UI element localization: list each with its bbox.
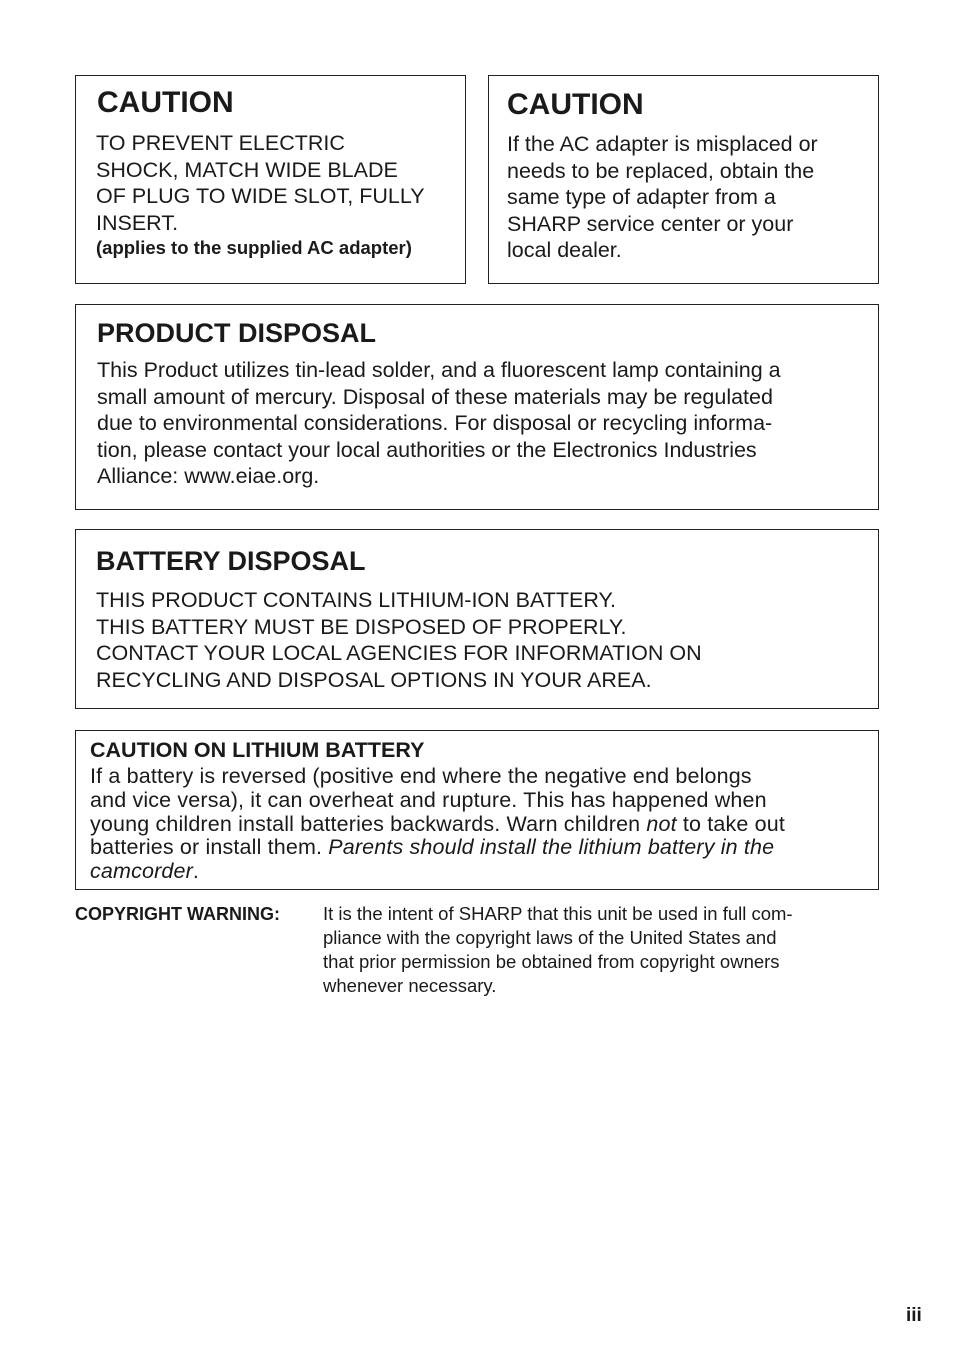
caution-plug-heading: CAUTION: [97, 86, 234, 119]
product-disposal-heading: PRODUCT DISPOSAL: [97, 318, 377, 348]
lithium-caution-emphasis: camcorder: [90, 859, 193, 884]
caution-plug-line: SHOCK, MATCH WIDE BLADE: [96, 157, 398, 182]
copyright-line: It is the intent of SHARP that this unit be used in full com-: [323, 903, 793, 924]
caution-adapter-line: same type of adapter from a: [507, 185, 776, 209]
lithium-caution-heading: CAUTION ON LITHIUM BATTERY: [90, 738, 425, 762]
caution-adapter-line: local dealer.: [507, 238, 622, 262]
battery-disposal-box: [75, 529, 879, 709]
caution-adapter-heading: CAUTION: [507, 88, 644, 121]
battery-disposal-line: RECYCLING AND DISPOSAL OPTIONS IN YOUR AREA.: [96, 667, 652, 692]
lithium-caution-line: [90, 836, 785, 860]
product-disposal-line: small amount of mercury. Disposal of these materials may be regulated: [97, 384, 773, 409]
caution-plug-body: [96, 130, 425, 260]
battery-disposal-line: CONTACT YOUR LOCAL AGENCIES FOR INFORMATION ON: [96, 641, 702, 665]
copyright-line: that prior permission be obtained from copyright owners: [323, 951, 780, 972]
product-disposal-body: [97, 357, 781, 490]
copyright-warning-label: COPYRIGHT WARNING:: [75, 904, 280, 924]
caution-adapter-line: needs to be replaced, obtain the: [507, 158, 815, 183]
caution-plug-line: TO PREVENT ELECTRIC: [96, 131, 345, 155]
caution-plug-note: (applies to the supplied AC adapter): [96, 237, 412, 258]
copyright-line: whenever necessary.: [323, 975, 497, 996]
battery-disposal-heading: BATTERY DISPOSAL: [96, 546, 366, 576]
caution-plug-box: [75, 75, 466, 284]
caution-plug-line: OF PLUG TO WIDE SLOT, FULLY: [96, 184, 425, 208]
lithium-caution-line: and vice versa), it can overheat and rupture. This has happened when: [90, 787, 767, 812]
caution-adapter-line: If the AC adapter is misplaced or: [507, 132, 818, 156]
caution-plug-line: INSERT.: [96, 210, 179, 235]
lithium-caution-text: batteries or install them.: [90, 835, 329, 860]
lithium-caution-line: [90, 860, 785, 884]
caution-adapter-line: SHARP service center or your: [507, 211, 794, 236]
product-disposal-line: tion, please contact your local authorities or the Electronics Industries: [97, 437, 757, 462]
lithium-caution-line: If a battery is reversed (positive end where the negative end belongs: [90, 764, 752, 788]
lithium-caution-text: .: [192, 859, 200, 884]
product-disposal-box: [75, 304, 879, 510]
product-disposal-line: due to environmental considerations. For disposal or recycling informa-: [97, 411, 773, 435]
caution-adapter-box: [488, 75, 879, 284]
lithium-caution-body: [90, 765, 785, 884]
lithium-caution-line: [90, 813, 785, 837]
copyright-warning-text: [323, 902, 793, 998]
page-number: iii: [906, 1305, 922, 1326]
copyright-line: pliance with the copyright laws of the United States and: [323, 927, 777, 948]
lithium-caution-box: [75, 730, 879, 890]
battery-disposal-line: THIS BATTERY MUST BE DISPOSED OF PROPERLY.: [96, 614, 627, 639]
battery-disposal-body: [96, 587, 702, 693]
product-disposal-line: This Product utilizes tin-lead solder, and a fluorescent lamp containing a: [97, 358, 781, 382]
caution-adapter-body: [507, 131, 818, 264]
lithium-caution-text: young children install batteries backwards. Warn children: [90, 811, 647, 836]
product-disposal-line: Alliance: www.eiae.org.: [97, 464, 320, 488]
lithium-caution-text: to take out: [676, 811, 785, 836]
lithium-caution-emphasis: not: [646, 811, 677, 836]
battery-disposal-line: THIS PRODUCT CONTAINS LITHIUM-ION BATTERY.: [96, 588, 617, 612]
lithium-caution-emphasis: Parents should install the lithium battery in the: [328, 835, 775, 860]
